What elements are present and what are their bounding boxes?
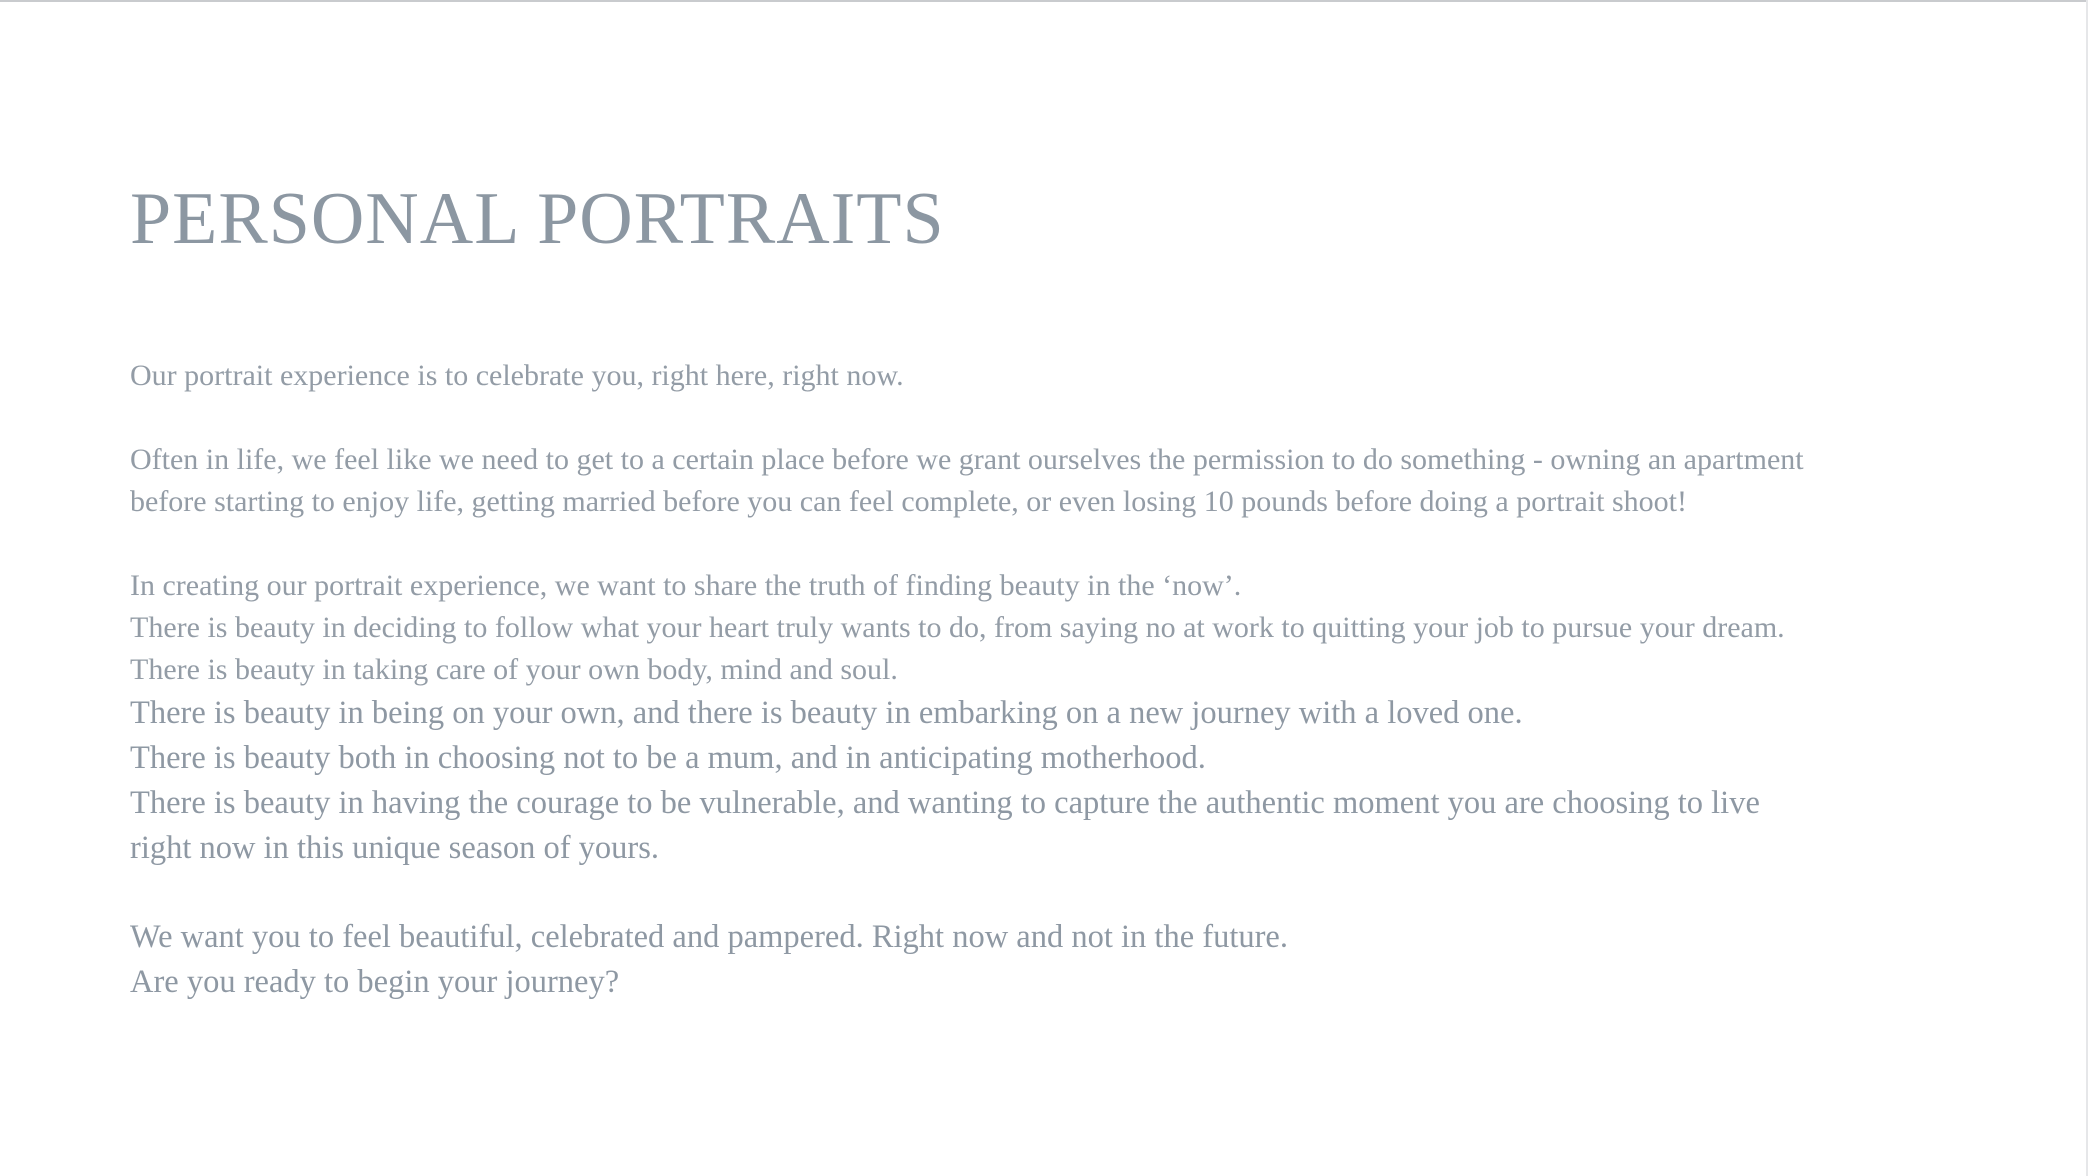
- beauty-line: In creating our portrait experience, we want to share the truth of finding beauty in the ‘now’.: [130, 569, 1242, 602]
- beauty-line: There is beauty both in choosing not to be a mum, and in anticipating motherhood.: [130, 740, 1206, 776]
- beauty-line: There is beauty in taking care of your own body, mind and soul.: [130, 653, 898, 686]
- beauty-paragraph: [130, 565, 2030, 871]
- beauty-lines-large: [130, 691, 2030, 871]
- top-divider: [0, 0, 2088, 2]
- beauty-line: There is beauty in having the courage to be vulnerable, and wanting to capture the authentic moment you are choosing to live: [130, 785, 1760, 821]
- portrait-section: [130, 175, 2030, 1005]
- often-in-life-paragraph: [130, 439, 2030, 523]
- intro-paragraph: Our portrait experience is to celebrate you, right here, right now.: [130, 359, 904, 392]
- closing-paragraph: [130, 915, 2030, 1005]
- closing-line: We want you to feel beautiful, celebrated and pampered. Right now and not in the future.: [130, 919, 1288, 955]
- beauty-line: right now in this unique season of yours.: [130, 830, 659, 866]
- beauty-line: There is beauty in deciding to follow what your heart truly wants to do, from saying no at work to quitting your job to pursue your dream.: [130, 611, 1785, 644]
- paragraph-line: before starting to enjoy life, getting married before you can feel complete, or even losing 10 pounds before doing a portrait shoot!: [130, 485, 1688, 518]
- paragraph-line: Often in life, we feel like we need to get to a certain place before we grant ourselves the permission to do something - owning an apartment: [130, 443, 1804, 476]
- closing-question: Are you ready to begin your journey?: [130, 964, 620, 1000]
- page-title: PERSONAL PORTRAITS: [130, 178, 945, 260]
- beauty-line: There is beauty in being on your own, and there is beauty in embarking on a new journey with a loved one.: [130, 695, 1523, 731]
